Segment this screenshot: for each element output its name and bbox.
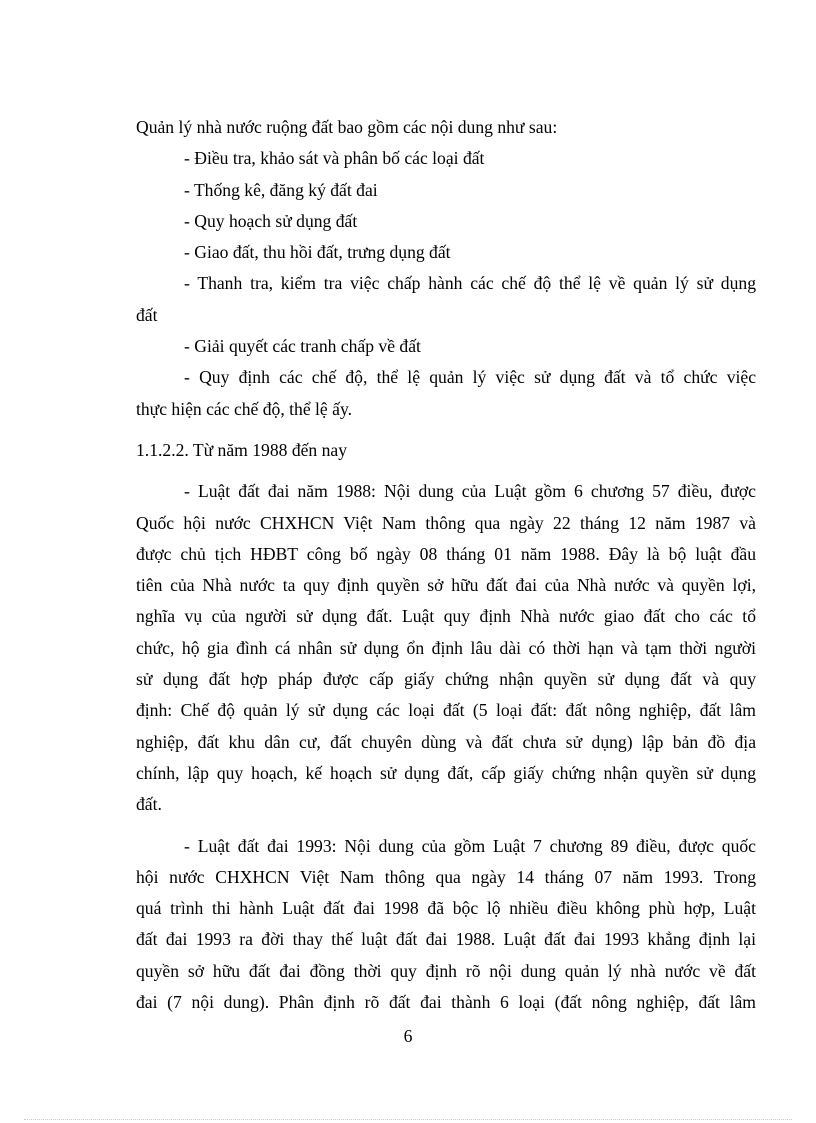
intro-line: Quản lý nhà nước ruộng đất bao gồm các nội dung như sau: — [136, 117, 558, 137]
paragraph-line: đất đai 1993 ra đời thay thế luật đất đai 1988. Luật đất đai 1993 khẳng định lại — [136, 929, 756, 950]
section-heading: 1.1.2.2. Từ năm 1988 đến nay — [136, 439, 348, 460]
paragraph-line: chức, hộ gia đình cá nhân sử dụng ổn định lâu dài có thời hạn và tạm thời người — [136, 637, 756, 658]
list-item-continuation: thực hiện các chế độ, thể lệ ấy. — [136, 398, 352, 419]
list-item: - Thanh tra, kiểm tra việc chấp hành các chế độ thể lệ về quản lý sử dụng — [184, 273, 756, 294]
paragraph-line: - Luật đất đai 1993: Nội dung của gồm Luật 7 chương 89 điều, được quốc — [184, 835, 756, 856]
list-item: - Giải quyết các tranh chấp về đất — [184, 336, 421, 357]
list-item: - Điều tra, khảo sát và phân bố các loại đất — [184, 148, 485, 169]
paragraph-line: đất. — [136, 794, 162, 815]
list-item: - Thống kê, đăng ký đất đai — [184, 179, 378, 200]
paragraph-line: Quốc hội nước CHXHCN Việt Nam thông qua ngày 22 tháng 12 năm 1987 và — [136, 512, 756, 533]
paragraph-line: đai (7 nội dung). Phân định rõ đất đai thành 6 loại (đất nông nghiệp, đất lâm — [136, 992, 756, 1013]
list-item: - Quy định các chế độ, thể lệ quản lý việc sử dụng đất và tổ chức việc — [184, 367, 756, 388]
list-item: - Giao đất, thu hồi đất, trưng dụng đất — [184, 242, 451, 263]
page-number: 6 — [403, 1026, 413, 1046]
list-item-continuation: đất — [136, 304, 158, 325]
paragraph-line: được chủ tịch HĐBT công bố ngày 08 tháng 01 năm 1988. Đây là bộ luật đầu — [136, 543, 756, 564]
paragraph-line: - Luật đất đai năm 1988: Nội dung của Luật gồm 6 chương 57 điều, được — [184, 481, 756, 502]
paragraph-line: quyền sở hữu đất đai đồng thời quy định rõ nội dung quản lý nhà nước về đất — [136, 960, 756, 981]
paragraph-line: định: Chế độ quản lý sử dụng các loại đất (5 loại đất: đất nông nghiệp, đất lâm — [136, 700, 756, 721]
paragraph-line: quá trình thi hành Luật đất đai 1998 đã bộc lộ nhiều điều không phù hợp, Luật — [136, 898, 756, 919]
paragraph-line: hội nước CHXHCN Việt Nam thông qua ngày 14 tháng 07 năm 1993. Trong — [136, 866, 756, 887]
body-text — [136, 112, 756, 1018]
paragraph-line: sử dụng đất hợp pháp được cấp giấy chứng nhận quyền sử dụng đất và quy — [136, 669, 756, 690]
paragraph-line: chính, lập quy hoạch, kế hoạch sử dụng đất, cấp giấy chứng nhận quyền sử dụng — [136, 762, 756, 783]
paragraph-line: nghiệp, đất khu dân cư, đất chuyên dùng và đất chưa sử dụng) lập bản đồ địa — [136, 731, 756, 752]
footer-divider — [24, 1119, 792, 1120]
paragraph-line: nghĩa vụ của người sử dụng đất. Luật quy định Nhà nước giao đất cho các tổ — [136, 606, 756, 627]
paragraph-line: tiên của Nhà nước ta quy định quyền sở hữu đất đai của Nhà nước và quyền lợi, — [136, 575, 756, 596]
list-item: - Quy hoạch sử dụng đất — [184, 210, 358, 231]
